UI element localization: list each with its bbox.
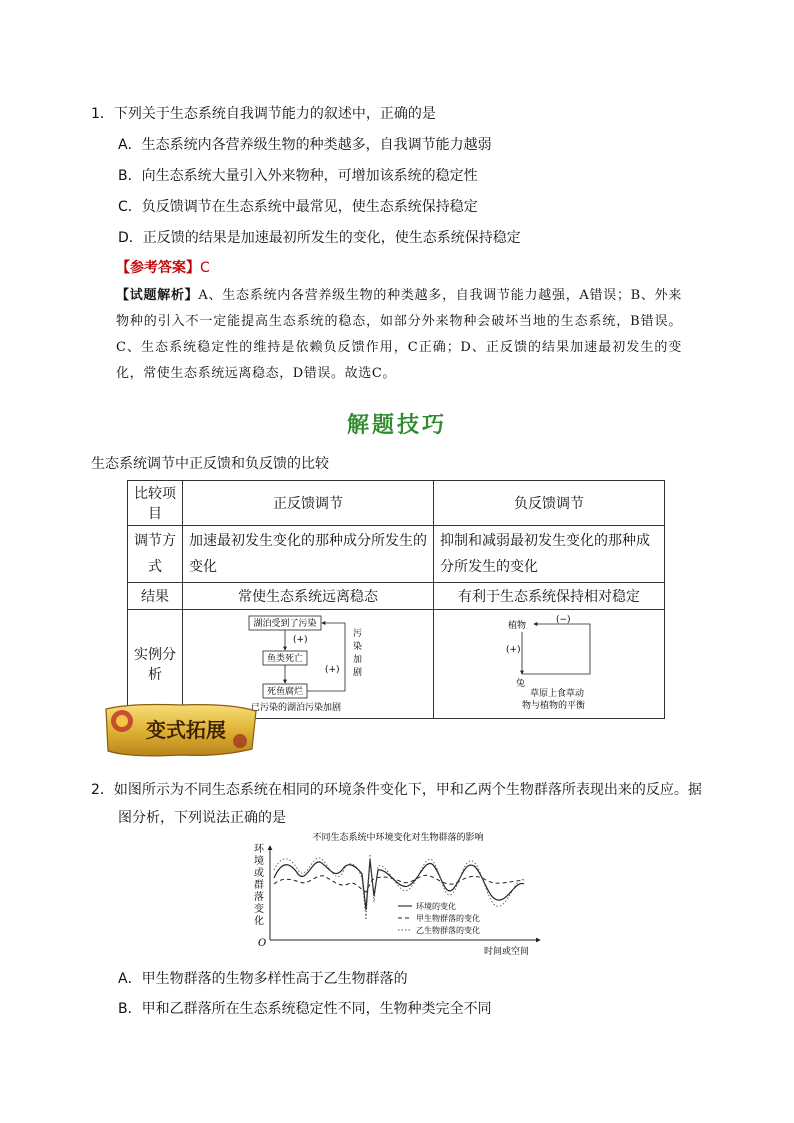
y-label-char: 变 (254, 904, 264, 915)
plus-label-1: (+) (293, 635, 308, 645)
y-label-char: 落 (254, 892, 264, 903)
negative-caption-line1: 草原上食草动 (530, 689, 585, 699)
y-axis-label (254, 843, 265, 927)
q2-stem-line2: 图分析，下列说法正确的是 (118, 810, 286, 826)
y-label-char: 化 (254, 916, 264, 927)
answer-value: C (200, 260, 210, 276)
variant-extension-banner (100, 701, 260, 759)
node-plant: 植物 (508, 621, 527, 631)
example-label: 实例分析 (128, 610, 183, 719)
feedback-loop-arrow (307, 623, 345, 691)
q2-stem-line1: 2．如图所示为不同生态系统在相同的环境条件变化下，甲和乙两个生物群落所表现出来的反应。据 (91, 782, 702, 798)
comparison-caption: 生态系统调节中正反馈和负反馈的比较 (91, 456, 329, 472)
x-axis-label: 时间或空间 (484, 947, 530, 957)
y-label-char: 境 (254, 856, 264, 867)
box-lake-polluted-label: 湖泊受到了污染 (253, 619, 317, 629)
plus-label: (+) (506, 645, 521, 655)
legend-community-a: 甲生物群落的变化 (416, 914, 480, 923)
y-label-char: 群 (254, 880, 264, 891)
ecosystem-response-figure (248, 830, 548, 958)
minus-label: (−) (556, 615, 571, 625)
y-label-char: 或 (254, 868, 264, 879)
node-rabbit: 兔 (516, 679, 526, 689)
plus-label-2: (+) (325, 665, 340, 675)
header-item: 比较项目 (128, 481, 183, 526)
method-label: 调节方式 (128, 526, 183, 583)
negative-feedback-diagram (440, 612, 658, 716)
method-positive: 加速最初发生变化的那种成分所发生的变化 (183, 526, 434, 583)
side-label-2: 染 (353, 642, 363, 652)
q1-option-a: A．生态系统内各营养级生物的种类越多，自我调节能力越弱 (118, 137, 492, 153)
method-negative: 抑制和减弱最初发生变化的那种成分所发生的变化 (434, 526, 665, 583)
comparison-table (127, 480, 665, 719)
side-label-1: 污 (353, 629, 363, 639)
q1-option-b: B．向生态系统大量引入外来物种，可增加该系统的稳定性 (118, 168, 478, 184)
q1-analysis (116, 283, 682, 387)
q1-option-d: D．正反馈的结果是加速最初所发生的变化，使生态系统保持稳定 (118, 230, 521, 246)
figure-svg (248, 830, 548, 958)
q2-option-a: A．甲生物群落的生物多样性高于乙生物群落的 (118, 971, 408, 987)
q1-option-c: C．负反馈调节在生态系统中最常见，使生态系统保持稳定 (118, 199, 478, 215)
positive-diagram-caption: 已污染的湖泊污染加剧 (251, 703, 342, 713)
table-row-method (128, 526, 665, 583)
tips-heading: 解题技巧 (346, 412, 447, 438)
result-positive: 常使生态系统远离稳态 (183, 583, 434, 610)
q1-answer (116, 257, 210, 277)
analysis-label: 【试题解析】 (116, 288, 199, 303)
side-label-3: 加 (353, 655, 363, 665)
table-header-row (128, 481, 665, 526)
header-positive: 正反馈调节 (183, 481, 434, 526)
negative-caption-line2: 物与植物的平衡 (522, 701, 586, 711)
banner-graphic (100, 701, 260, 759)
banner-text: 变式拓展 (146, 718, 226, 742)
y-label-char: 环 (254, 844, 264, 855)
result-negative: 有利于生态系统保持相对稳定 (434, 583, 665, 610)
figure-title: 不同生态系统中环境变化对生物群落的影响 (312, 833, 484, 843)
legend-community-b: 乙生物群落的变化 (416, 926, 480, 935)
q1-stem: 1．下列关于生态系统自我调节能力的叙述中，正确的是 (91, 106, 436, 122)
side-label-4: 剧 (353, 668, 363, 678)
q2-option-b: B．甲和乙群落所在生态系统稳定性不同，生物种类完全不同 (118, 1001, 492, 1017)
environment-change-line (274, 860, 524, 910)
box-fish-rot-label: 死鱼腐烂 (266, 687, 304, 697)
q2-stem (91, 776, 703, 832)
figure-legend (398, 901, 480, 935)
analysis-text: A、生态系统内各营养级生物的种类越多，自我调节能力越强，A错误；B、外来物种的引入不一定能提高生态系统的稳态，如部分外来物种会破坏当地的生态系统，B错误。C、生态系统稳定性的维持是依赖负反馈作用，C正确；D、正反馈的结果加速最初发生的变化，常使生态系统远离稳态，D错误。故选C。 (116, 288, 682, 381)
result-label: 结果 (128, 583, 183, 610)
answer-label: 【参考答案】 (116, 260, 200, 276)
negative-feedback-diagram-cell (434, 610, 665, 719)
box-fish-die-label: 鱼类死亡 (266, 654, 304, 664)
legend-environment: 环境的变化 (416, 902, 456, 911)
origin-label: O (258, 938, 267, 949)
arrow-rabbit-to-plant (522, 624, 590, 674)
header-negative: 负反馈调节 (434, 481, 665, 526)
table-row-result (128, 583, 665, 610)
